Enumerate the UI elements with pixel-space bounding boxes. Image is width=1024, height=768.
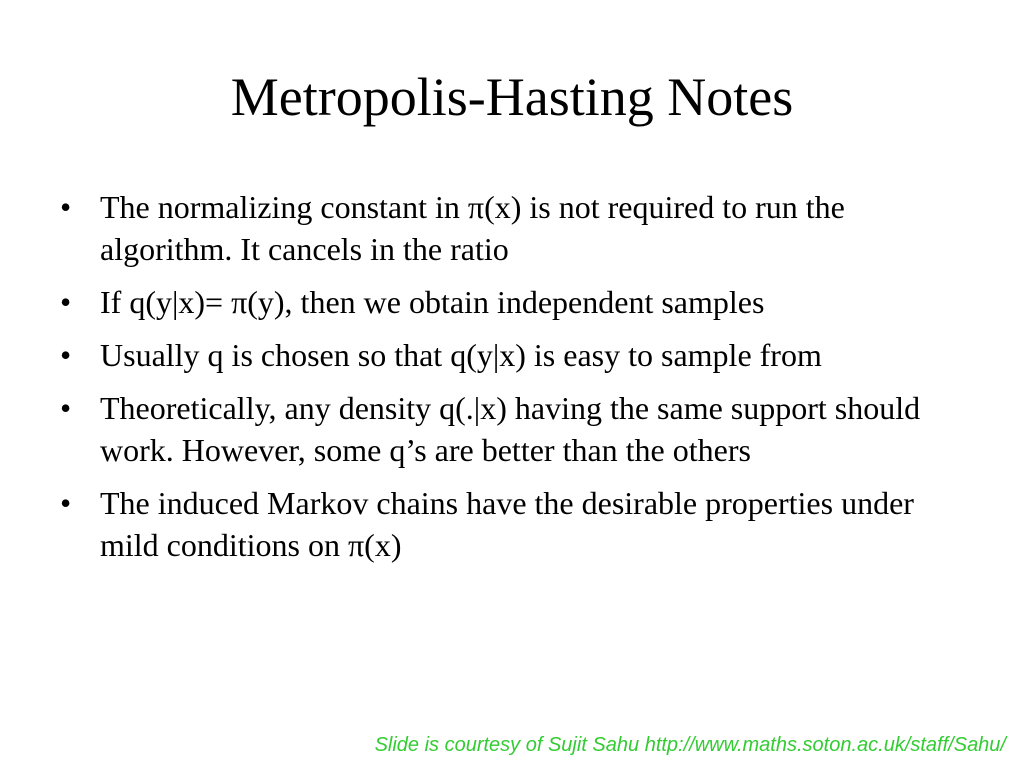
bullet-text: Theoretically, any density q(.|x) having the same support should work. However, some q’s are better than the others (100, 390, 921, 468)
bullet-text: Usually q is chosen so that q(y|x) is easy to sample from (100, 337, 822, 373)
bullet-text: The normalizing constant in π(x) is not required to run the algorithm. It cancels in the ratio (100, 189, 845, 267)
bullet-icon: • (60, 390, 72, 426)
bullet-list (60, 186, 960, 577)
slide-credit-footer: Slide is courtesy of Sujit Sahu http://www.maths.soton.ac.uk/staff/Sahu/ (374, 734, 1006, 756)
bullet-text: The induced Markov chains have the desirable properties under mild conditions on π(x) (100, 485, 914, 563)
bullet-icon: • (60, 284, 72, 320)
bullet-icon: • (60, 337, 72, 373)
bullet-icon: • (60, 485, 72, 521)
bullet-item (60, 186, 960, 270)
bullet-item (60, 482, 960, 566)
bullet-item (60, 387, 960, 471)
bullet-icon: • (60, 189, 72, 225)
bullet-text: If q(y|x)= π(y), then we obtain independent samples (100, 284, 765, 320)
slide-title: Metropolis-Hasting Notes (230, 67, 794, 127)
bullet-item (60, 281, 960, 323)
bullet-item (60, 334, 960, 376)
